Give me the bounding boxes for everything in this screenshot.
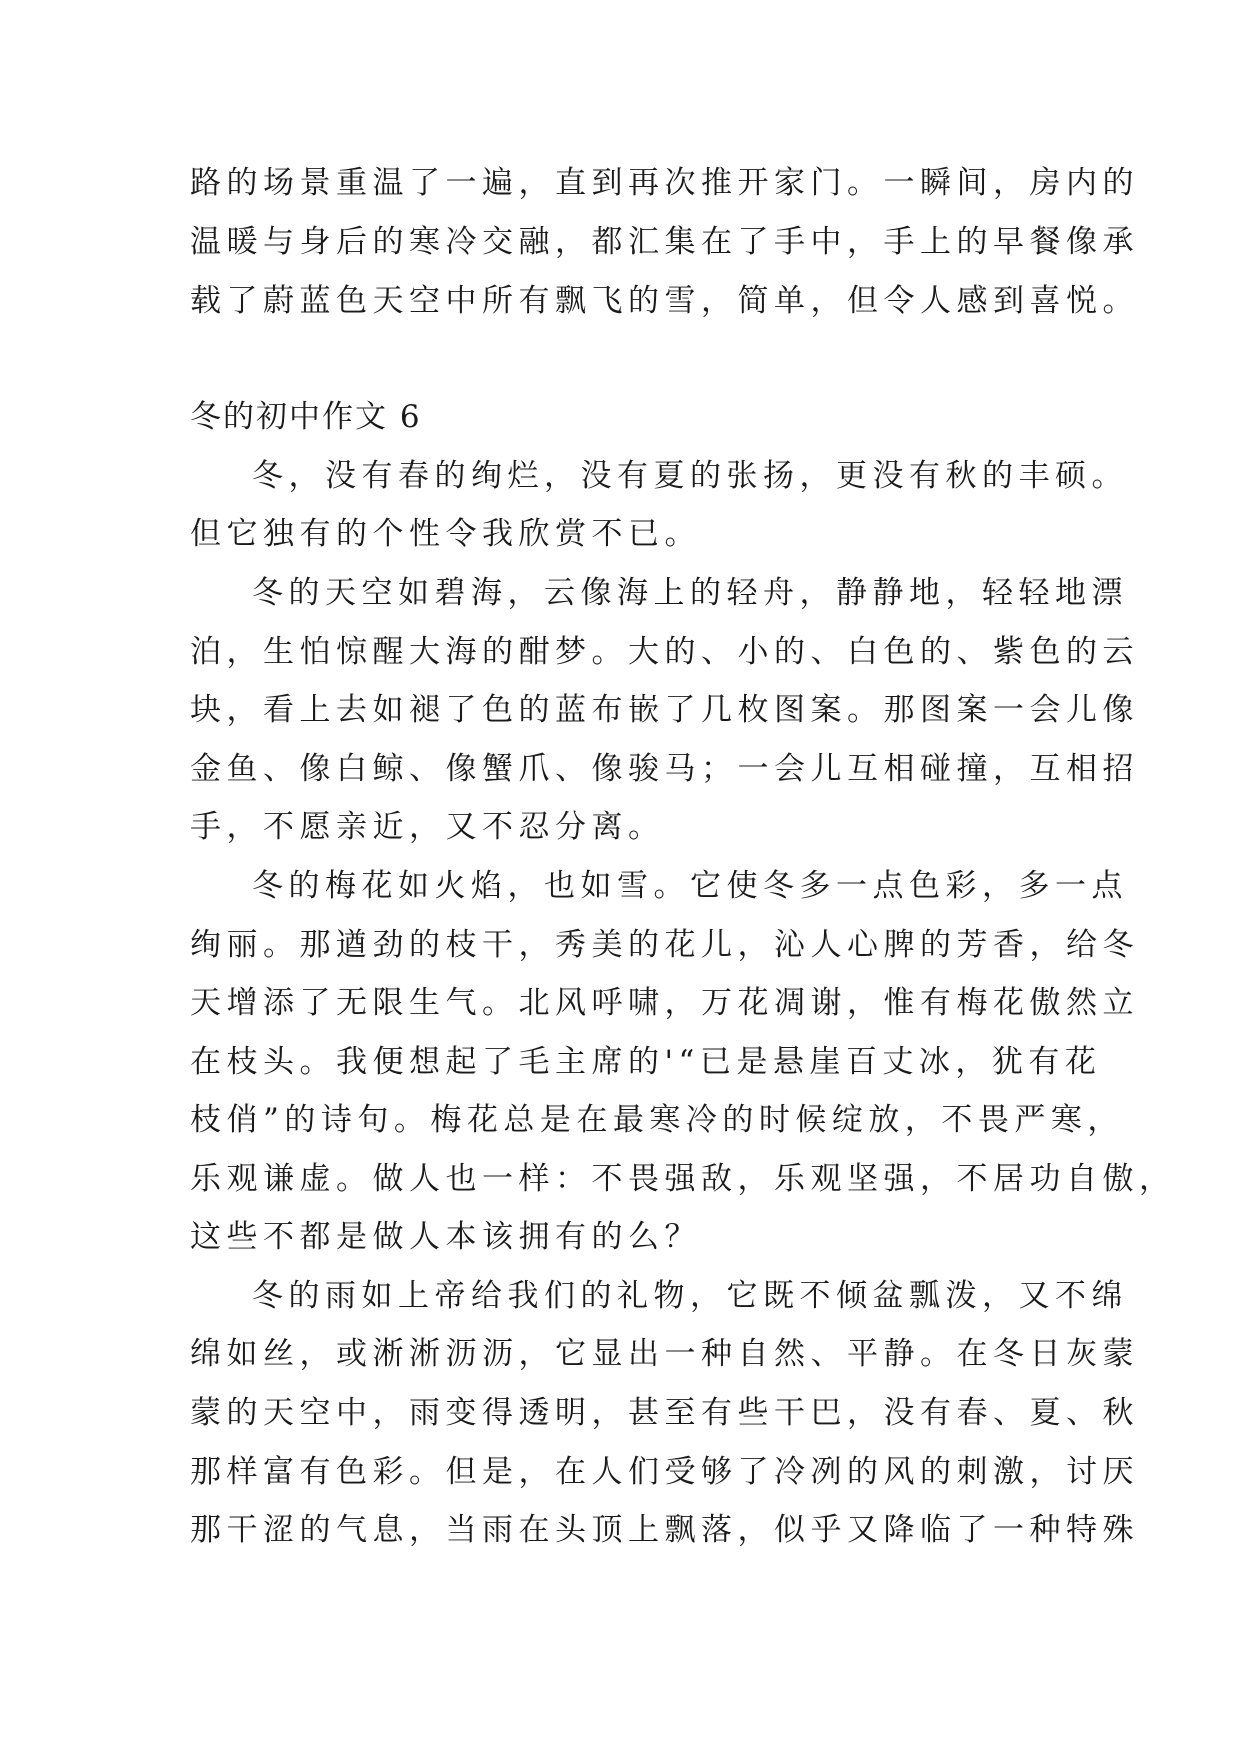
text-line: 绚丽。那遒劲的枝干，秀美的花儿，沁人心脾的芳香，给冬 <box>190 927 1139 963</box>
text-line: 冬的雨如上帝给我们的礼物，它既不倾盆瓢泼，又不绵 <box>252 1278 1128 1314</box>
text-line: 这些不都是做人本该拥有的么？ <box>190 1219 701 1255</box>
text-line: 天增添了无限生气。北风呼啸，万花凋谢，惟有梅花傲然立 <box>190 985 1139 1021</box>
section-heading: 冬的初中作文 6 <box>190 399 422 435</box>
text-line: 绵如丝，或淅淅沥沥，它显出一种自然、平静。在冬日灰蒙 <box>190 1336 1139 1372</box>
text-line: 温暖与身后的寒冷交融，都汇集在了手中，手上的早餐像承 <box>190 224 1139 260</box>
text-line: 手，不愿亲近，又不忍分离。 <box>190 809 665 845</box>
text-line: 蒙的天空中，雨变得透明，甚至有些干巴，没有春、夏、秋 <box>190 1395 1139 1431</box>
text-line: 路的场景重温了一遍，直到再次推开家门。一瞬间，房内的 <box>190 165 1139 201</box>
text-line: 乐观谦虚。做人也一样：不畏强敌，乐观坚强，不居功自傲， <box>190 1161 1176 1197</box>
text-line: 冬的天空如碧海，云像海上的轻舟，静静地，轻轻地漂 <box>252 575 1128 611</box>
text-line: 冬的梅花如火焰，也如雪。它使冬多一点色彩，多一点 <box>252 868 1128 904</box>
text-line: 载了蔚蓝色天空中所有飘飞的雪，简单，但令人感到喜悦。 <box>190 283 1139 319</box>
text-line: 那样富有色彩。但是，在人们受够了冷冽的风的刺激，讨厌 <box>190 1454 1139 1490</box>
text-line: 在枝头。我便想起了毛主席的'“已是悬崖百丈冰，犹有花 <box>190 1044 1102 1080</box>
text-line: 枝俏”的诗句。梅花总是在最寒冷的时候绽放，不畏严寒， <box>190 1102 1124 1138</box>
text-line: 金鱼、像白鲸、像蟹爪、像骏马；一会儿互相碰撞，互相招 <box>190 751 1139 787</box>
text-line: 泊，生怕惊醒大海的酣梦。大的、小的、白色的、紫色的云 <box>190 634 1139 670</box>
text-line: 冬，没有春的绚烂，没有夏的张扬，更没有秋的丰硕。 <box>252 458 1128 494</box>
text-line: 块，看上去如褪了色的蓝布嵌了几枚图案。那图案一会儿像 <box>190 692 1139 728</box>
text-line: 那干涩的气息，当雨在头顶上飘落，似乎又降临了一种特殊 <box>190 1512 1139 1548</box>
text-line: 但它独有的个性令我欣赏不已。 <box>190 516 701 552</box>
